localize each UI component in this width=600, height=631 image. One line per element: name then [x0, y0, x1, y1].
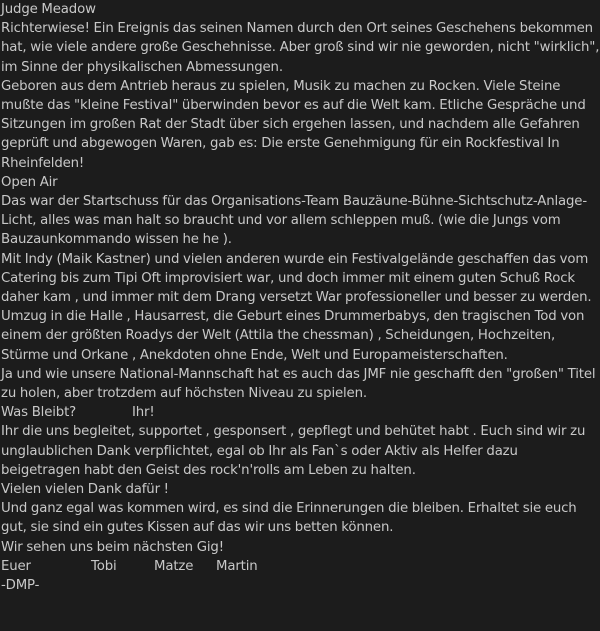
signature-euer: Euer	[1, 558, 31, 574]
signature-tag: -DMP-	[1, 578, 40, 594]
signature-martin: Martin	[216, 558, 258, 574]
signature-matze: Matze	[154, 558, 194, 574]
paragraph-next-gig: Wir sehen uns beim nächsten Gig!	[1, 539, 224, 555]
signature-tobi: Tobi	[91, 558, 117, 574]
paragraph-startschuss: Das war der Startschuss für das Organisations-Team Bauzäune-Bühne-Sichtschutz-Anlage-Licht, alles was man halt so braucht und vor allem schleppen muß. (wie die Jungs vom Bauzaunkommando wissen he he ).	[1, 194, 587, 248]
paragraph-erinnerungen: Und ganz egal was kommen wird, es sind die Erinnerungen die bleiben. Erhaltet sie euch gut, sie sind ein gutes Kissen auf das wir uns betten können.	[1, 501, 581, 536]
paragraph-festivalgelaende: Mit Indy (Maik Kastner) und vielen anderen wurde ein Festivalgelände geschaffen das vom Catering bis zum Tipi Oft improvisiert war, und doch immer mit einem guten Schuß Rock daher kam , und immer mit dem Drang versetzt War professioneller und besser zu werden.	[1, 251, 592, 306]
paragraph-open-air: Open Air	[1, 174, 58, 190]
paragraph-intro: Richterwiese! Ein Ereignis das seinen Namen durch den Ort seines Geschehens bekommen hat, wie viele andere große Geschehnisse. Aber groß sind wir nie geworden, nicht "wirklich", im Sinne der physikalischen Abmessungen.	[1, 21, 600, 75]
was-bleibt-row	[1, 403, 600, 422]
paragraph-origins: Geboren aus dem Antrieb heraus zu spielen, Musik zu machen zu Rocken. Viele Steine mußte das "kleine Festival" überwinden bevor es auf die Welt kam. Etliche Gespräche und Sitzungen im großen Rat der Stadt über sich ergehen lassen, und nachdem alle Gefahren geprüft und abgewogen Waren, gab es: Die erste Genehmigung für ein Rockfestival In Rheinfelden!	[1, 78, 590, 171]
was-bleibt-question: Was Bleibt?	[1, 405, 77, 421]
page-title: Judge Meadow	[1, 2, 96, 17]
paragraph-vielen-dank: Vielen vielen Dank dafür !	[1, 482, 169, 498]
was-bleibt-answer: Ihr!	[132, 405, 155, 421]
signature-names	[1, 557, 600, 576]
paragraph-thanks: Ihr die uns begleitet, supportet , gesponsert , gepflegt und behütet habt . Euch sind wir zu unglaublichen Dank verpflichtet, egal ob Ihr als Fan`s oder Aktiv als Helfer dazu beigetragen habt den Geist des rock'n'rolls am Leben zu halten.	[1, 424, 590, 478]
paragraph-history: Umzug in die Halle , Hausarrest, die Geburt eines Drummerbabys, den tragischen Tod von einem der größten Roadys der Welt (Attila the chessman) , Scheidungen, Hochzeiten, Stürme und Orkane , Anekdoten ohne Ende, Welt und Europameisterschaften.	[1, 309, 589, 363]
paragraph-national-team: Ja und wie unsere National-Mannschaft hat es auch das JMF nie geschafft den "großen" Titel zu holen, aber trotzdem auf höchsten Niveau zu spielen.	[1, 366, 600, 402]
